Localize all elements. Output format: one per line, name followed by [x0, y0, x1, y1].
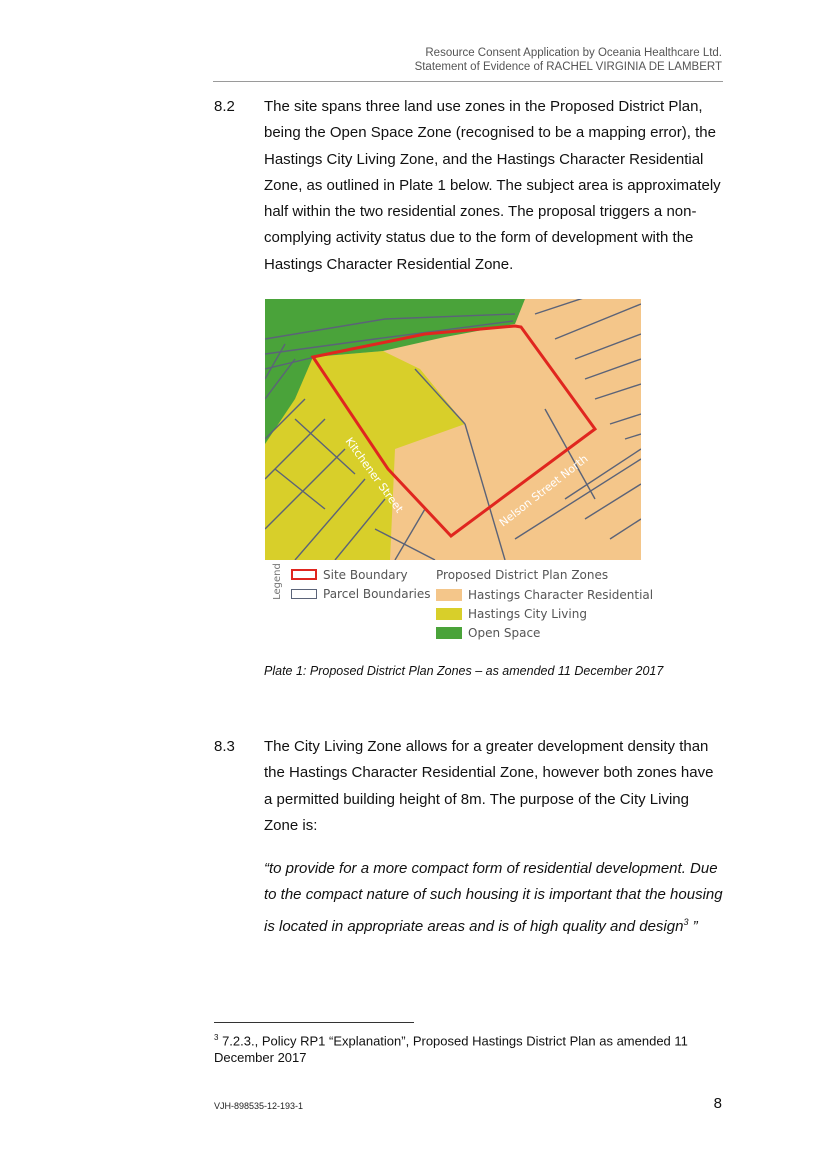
footnote	[214, 1029, 734, 1066]
page-header	[415, 47, 722, 74]
header-line-2: Statement of Evidence of RACHEL VIRGINIA DE LAMBERT	[414, 60, 722, 73]
quote-close: ”	[688, 917, 698, 935]
legend-title: Legend	[271, 563, 283, 600]
legend-parcel-boundaries: Parcel Boundaries	[323, 587, 431, 601]
site-boundary-swatch	[291, 569, 317, 580]
plate-caption: Plate 1: Proposed District Plan Zones – as amended 11 December 2017	[264, 664, 664, 678]
legend-character-residential: Hastings Character Residential	[468, 588, 654, 602]
map-legend	[265, 562, 665, 644]
paragraph-number: 8.3	[214, 738, 235, 755]
footnote-divider	[214, 1022, 414, 1023]
page-number: 8	[713, 1095, 722, 1112]
legend-open-space: Open Space	[468, 626, 541, 640]
header-divider	[213, 81, 723, 82]
paragraph-number: 8.2	[214, 98, 235, 115]
footnote-marker: 3	[214, 1033, 219, 1042]
document-reference: VJH-898535-12-193-1	[214, 1101, 304, 1111]
header-line-1: Resource Consent Application by Oceania Healthcare Ltd.	[425, 47, 722, 59]
city-living-swatch	[436, 608, 462, 620]
footnote-reference[interactable]: 3	[683, 916, 689, 927]
footnote-text: 7.2.3., Policy RP1 “Explanation”, Proposed Hastings District Plan as amended 11 December 2017	[214, 1033, 688, 1066]
parcel-boundary-swatch	[291, 589, 317, 599]
legend-city-living: Hastings City Living	[468, 607, 587, 621]
policy-quote	[264, 856, 734, 940]
character-residential-swatch	[436, 589, 462, 601]
legend-zones-heading: Proposed District Plan Zones	[436, 568, 609, 582]
paragraph-text: The site spans three land use zones in the Proposed District Plan, being the Open Space Zone (recognised to be a mapping error), the Hastings City Living Zone, and the Hastings Character Residential Zone, as outlined in Plate 1 below. The subject area is approximately half within the two residential zones. The proposal triggers a non-complying activity status due to the form of development with the Hastings Character Residential Zone.	[264, 98, 721, 273]
quote-text: “to provide for a more compact form of residential development. Due to the compact nature of such housing it is important that the housing is located in appropriate areas and is of high quality and design	[264, 860, 723, 935]
paragraph-8-2	[214, 94, 724, 278]
legend-site-boundary: Site Boundary	[323, 568, 408, 582]
paragraph-8-3	[214, 734, 724, 839]
paragraph-text: The City Living Zone allows for a greater development density than the Hastings Character Residential Zone, however both zones have a permitted building height of 8m. The purpose of the City Living Zone is:	[264, 738, 714, 834]
zone-map	[265, 299, 641, 560]
nelson-street-label: Nelson Street North	[496, 452, 591, 530]
open-space-swatch	[436, 627, 462, 639]
kitchener-street-label: Kitchener Street	[342, 435, 406, 516]
